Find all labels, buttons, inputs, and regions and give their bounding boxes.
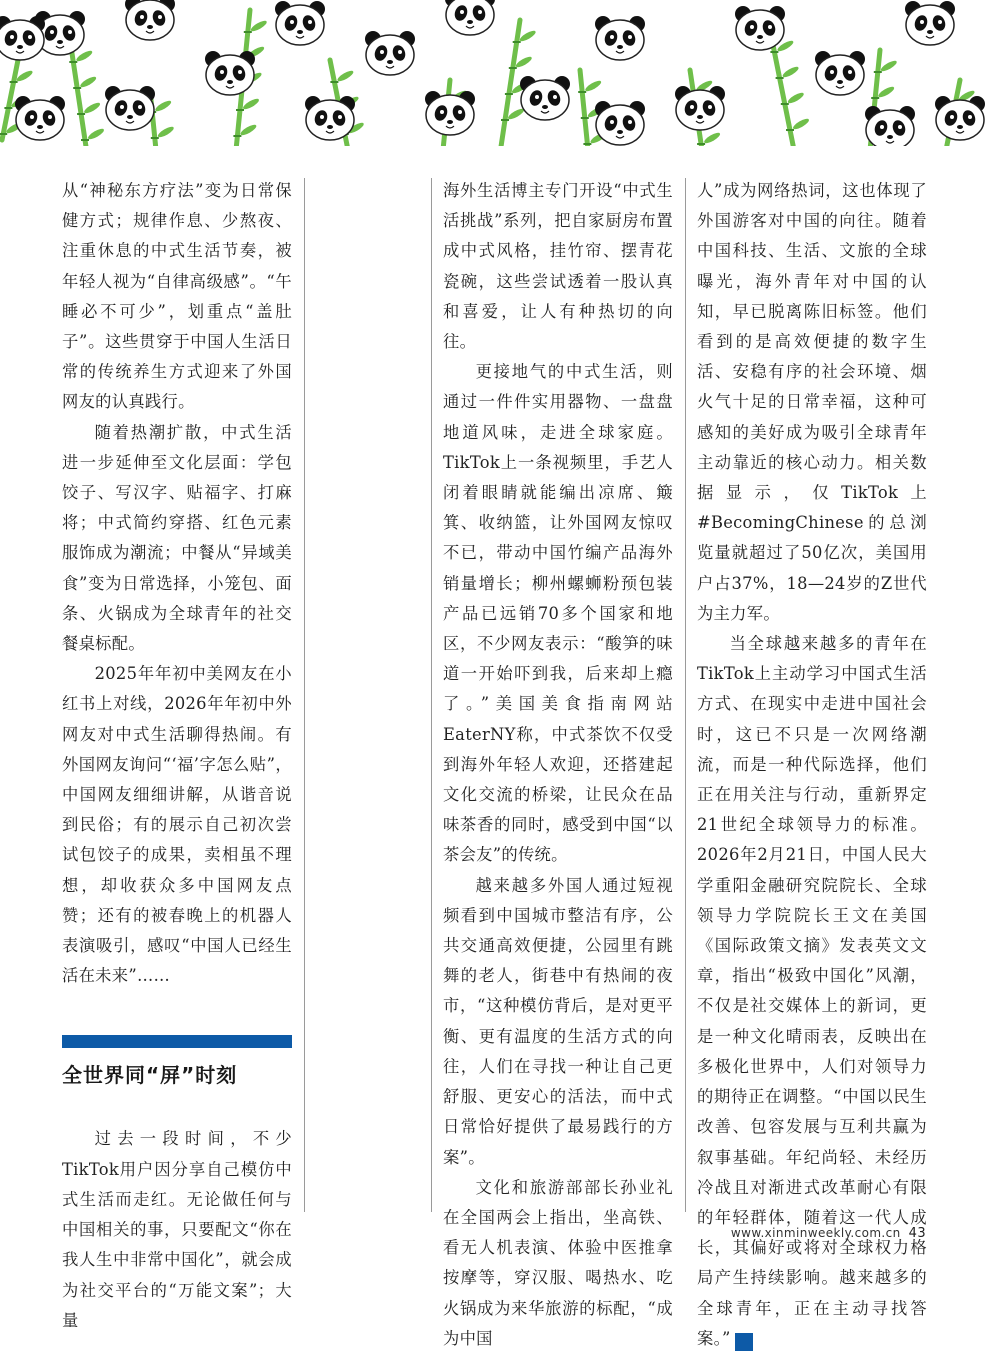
column-rule <box>304 178 305 1212</box>
paragraph: 文化和旅游部部长孙业礼在全国两会上指出，坐高铁、看无人机表演、体验中医推拿按摩等，穿汉服、喝热水、吃火锅成为来华旅游的标配，“成为中国 <box>443 1177 673 1348</box>
panda-face-icon <box>905 1 955 45</box>
panda-face-icon <box>935 96 985 140</box>
panda-face-icon <box>520 76 570 120</box>
paragraph: 越来越多外国人通过短视频看到中国城市整洁有序，公共交通高效便捷，公园里有跳舞的老人，街巷中有热闹的夜市，“这种模仿背后，是对更平衡、更有温度的生活方式的向往，人们在寻找一种让自己更舒服、更安心的活法，而中式日常恰好提供了最易践行的方案”。 <box>443 875 673 1167</box>
paragraph: 2025年年初中美网友在小红书上对线，2026年年初中外网友对中式生活聊得热闹。有外国网友询问“‘福’字怎么贴”，中国网友细细讲解，从谐音说到民俗；有的展示自己初次尝试包饺子的成果，卖相虽不理想，却收获众多中国网友点赞；还有的被春晚上的机器人表演吸引，感叹“中国人已经生活在未来”…… <box>62 664 292 986</box>
article-column-1 <box>62 176 292 1336</box>
paragraph: 从“神秘东方疗法”变为日常保健方式；规律作息、少熬夜、注重休息的中式生活节奏，被年轻人视为“自律高级感”。“午睡必不可少”，划重点“盖肚子”。这些贯穿于中国人生活日常的传统养生方式迎来了外国网友的认真践行。 <box>62 181 292 412</box>
panda-face-icon <box>865 106 915 146</box>
section-divider-bar <box>62 1035 292 1048</box>
panda-face-icon <box>365 31 415 75</box>
panda-face-icon <box>15 96 65 140</box>
article-column-3 <box>697 176 927 1354</box>
panda-face-icon <box>275 1 325 45</box>
panda-face-icon <box>735 6 785 50</box>
paragraph: 人”成为网络热词，这也体现了外国游客对中国的向往。随着中国科技、生活、文旅的全球曝光，海外青年对中国的认知，早已脱离陈旧标签。他们看到的是高效便捷的数字生活、安稳有序的社会环境、烟火气十足的日常幸福，这种可感知的美好成为吸引全球青年主动靠近的核心动力。相关数据显示，仅TikTok上#BecomingChinese的总浏览量就超过了50亿次，美国用户占37%，18—24岁的Z世代为主力军。 <box>697 181 927 623</box>
panda-face-icon <box>815 51 865 95</box>
section-title: 全世界同“屏”时刻 <box>62 1063 238 1088</box>
panda-face-icon <box>105 86 155 130</box>
panda-face-icon <box>595 101 645 145</box>
end-mark-icon: 民 <box>735 1333 753 1351</box>
panda-face-icon <box>425 91 475 135</box>
panda-face-icon <box>595 16 645 60</box>
panda-face-icon <box>0 16 45 60</box>
paragraph: 更接地气的中式生活，则通过一件件实用器物、一盘盘地道风味，走进全球家庭。TikTok上一条视频里，手艺人闭着眼睛就能编出凉席、簸箕、收纳篮，让外国网友惊叹不已，带动中国竹编产品海外销量增长；柳州螺蛳粉预包装产品已远销70多个国家和地区，不少网友表示：“酸笋的味道一开始吓到我，后来却上瘾了。”美国美食指南网站EaterNY称，中式茶饮不仅受到海外年轻人欢迎，还搭建起文化交流的桥梁，让民众在品味茶香的同时，感受到中国“以茶会友”的传统。 <box>443 362 673 865</box>
panda-bamboo-banner <box>0 0 988 146</box>
paragraph <box>697 629 927 1354</box>
article-column-2 <box>443 176 673 1354</box>
bamboo-icon <box>770 30 810 146</box>
page-number: 43 <box>908 1226 926 1241</box>
panda-face-icon <box>305 96 355 140</box>
paragraph: 随着热潮扩散，中式生活进一步延伸至文化层面：学包饺子、写汉字、贴福字、打麻将；中式简约穿搭、红色元素服饰成为潮流；中餐从“异域美食”变为日常选择，小笼包、面条、火锅成为全球青年的社交餐桌标配。 <box>62 422 292 654</box>
column-rule <box>431 178 432 1212</box>
footer-url: www.xinminweekly.com.cn <box>730 1226 901 1240</box>
column-rule <box>685 178 686 1212</box>
panda-face-icon <box>445 0 495 35</box>
page-footer <box>731 1226 926 1241</box>
panda-face-icon <box>125 0 175 40</box>
closing-paragraph-text: 当全球越来越多的青年在TikTok上主动学习中国式生活方式、在现实中走进中国社会时，这已不只是一次网络潮流，而是一种代际选择，他们正在用关注与行动，重新界定21世纪全球领导力的标准。2026年2月21日，中国人民大学重阳金融研究院院长、全球领导力学院院长王文在美国《国际政策文摘》发表英文文章，指出“极致中国化”风潮，不仅是社交媒体上的新词，更是一种文化晴雨表，反映出在多极化世界中，人们对领导力的期待正在调整。“中国以民生改善、包容发展与互利共赢为叙事基础。年纪尚轻、未经历冷战且对渐进式改革耐心有限的年轻群体，随着这一代人成长，其偏好或将对全球权力格局产生持续影响。越来越多的全球青年，正在主动寻找答案。” <box>697 634 927 1348</box>
panda-face-icon <box>675 86 725 130</box>
bamboo-icon <box>69 40 105 146</box>
paragraph: 海外生活博主专门开设“中式生活挑战”系列，把自家厨房布置成中式风格，挂竹帘、摆青花瓷碗，这些尝试透着一股认真和喜爱，让人有种热切的向往。 <box>443 181 673 352</box>
panda-face-icon <box>205 51 255 95</box>
paragraph: 过去一段时间，不少TikTok用户因分享自己模仿中式生活而走红。无论做任何与中国相关的事，只要配文“你在我人生中非常中国化”，就会成为社交平台的“万能文案”；大量 <box>62 1129 292 1330</box>
